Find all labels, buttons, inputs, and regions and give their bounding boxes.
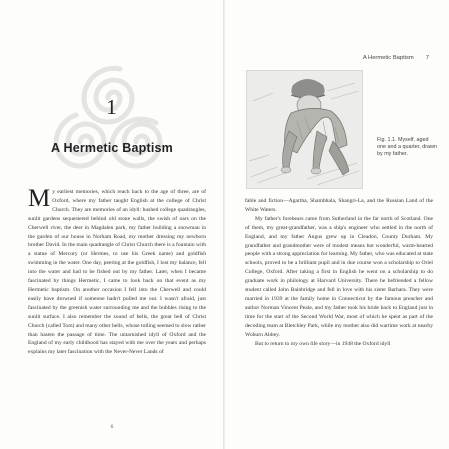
drop-cap: M — [28, 185, 51, 212]
figure-caption: Fig. 1.1. Myself, aged one and a quarter, drawn by my father. — [377, 137, 437, 157]
paragraph: fable and fiction—Agartha, Shambhala, Shangri-La, and the Russian Land of the White Waters. — [245, 198, 433, 213]
left-folio: 6 — [110, 424, 114, 430]
right-page-number: 7 — [425, 55, 429, 61]
chapter-title: A Hermetic Baptism — [51, 141, 173, 155]
chapter-number: 1 — [106, 95, 118, 119]
left-body-text — [28, 185, 206, 357]
child-sketch-illustration — [246, 70, 363, 189]
running-head-title: A Hermetic Baptism — [362, 55, 414, 61]
right-page — [225, 0, 449, 449]
running-head — [363, 55, 429, 61]
paragraph — [28, 185, 206, 357]
right-body-text — [245, 197, 433, 348]
pencil-drawing-image — [247, 71, 362, 188]
left-page — [0, 0, 224, 449]
triple-spiral-ornament — [34, 50, 194, 190]
paragraph: My father's forebears came from Sutherland in the far north of Scotland. One of them, my great-grandfather, was a ship's engineer who settled in the north of England, and my father Angus grew up in Cleadon, County Durham. My grandfather and grandmother were of modest means but wonderful, warm-hearted people with a strong appreciation for learning. My father, who was educated at state schools, proved to be a brilliant pupil and in due course won a scholarship to Oriel College, Oxford. After taking a first in English he went on a scholarship to do graduate work in philology at Harvard University. There he befriended a fellow student called John Bainbridge and fell in love with his sister Barbara. They were married in 1939 at the family home in Connecticut by the famous preacher and author Norman Vincent Peale, and my father took his bride back to England just in time for the start of the Second World War, most of which he spent as part of the decoding team at Bletchley Park, while my mother also did wartime work at nearby Woburn Abbey. — [245, 215, 433, 338]
paragraph: But to return to my own life story—in 1948 the Oxford idyll — [255, 340, 391, 347]
paragraph-text: y earliest memories, which reach back to the age of three, are of Oxford, where my father taught English at the college of Christ Church. They are memories of an idyll: hushed college quadrangles, sunlit gardens sequestered behind old stone walls, the swish of oars on the Cherwell river, the deer in Magdalen park, my father building a snowman in the garden of our house in Norham Road, my mother dressing my newborn brother David. In the main quadrangle of Christ Church there is a fountain with a statue of Mercury (or Hermes, to use his Greek name) and goldfish swimming in the water. One day, peering at the goldfish, I lost my balance, fell into the water and had to be fished out by my father. Later, when I became fascinated by things Hermetic, I came to look back on that event as my Hermetic baptism. On another occasion I fell into the Cherwell and could easily have drowned if someone hadn't pulled me out. I wasn't afraid, just fascinated by the greenish water surrounding me and the bubbles rising to the sunlit surface. I also remember the sound of bells, the great bell of Christ Church (called Tom) and many other bells, whose tolling seemed to slow rather than hasten the passage of time. The untarnished idyll of Oxford and the England of my early childhood has stayed with me over the years and perhaps explains my later fascination with the Never-Never Lands of — [28, 189, 206, 356]
